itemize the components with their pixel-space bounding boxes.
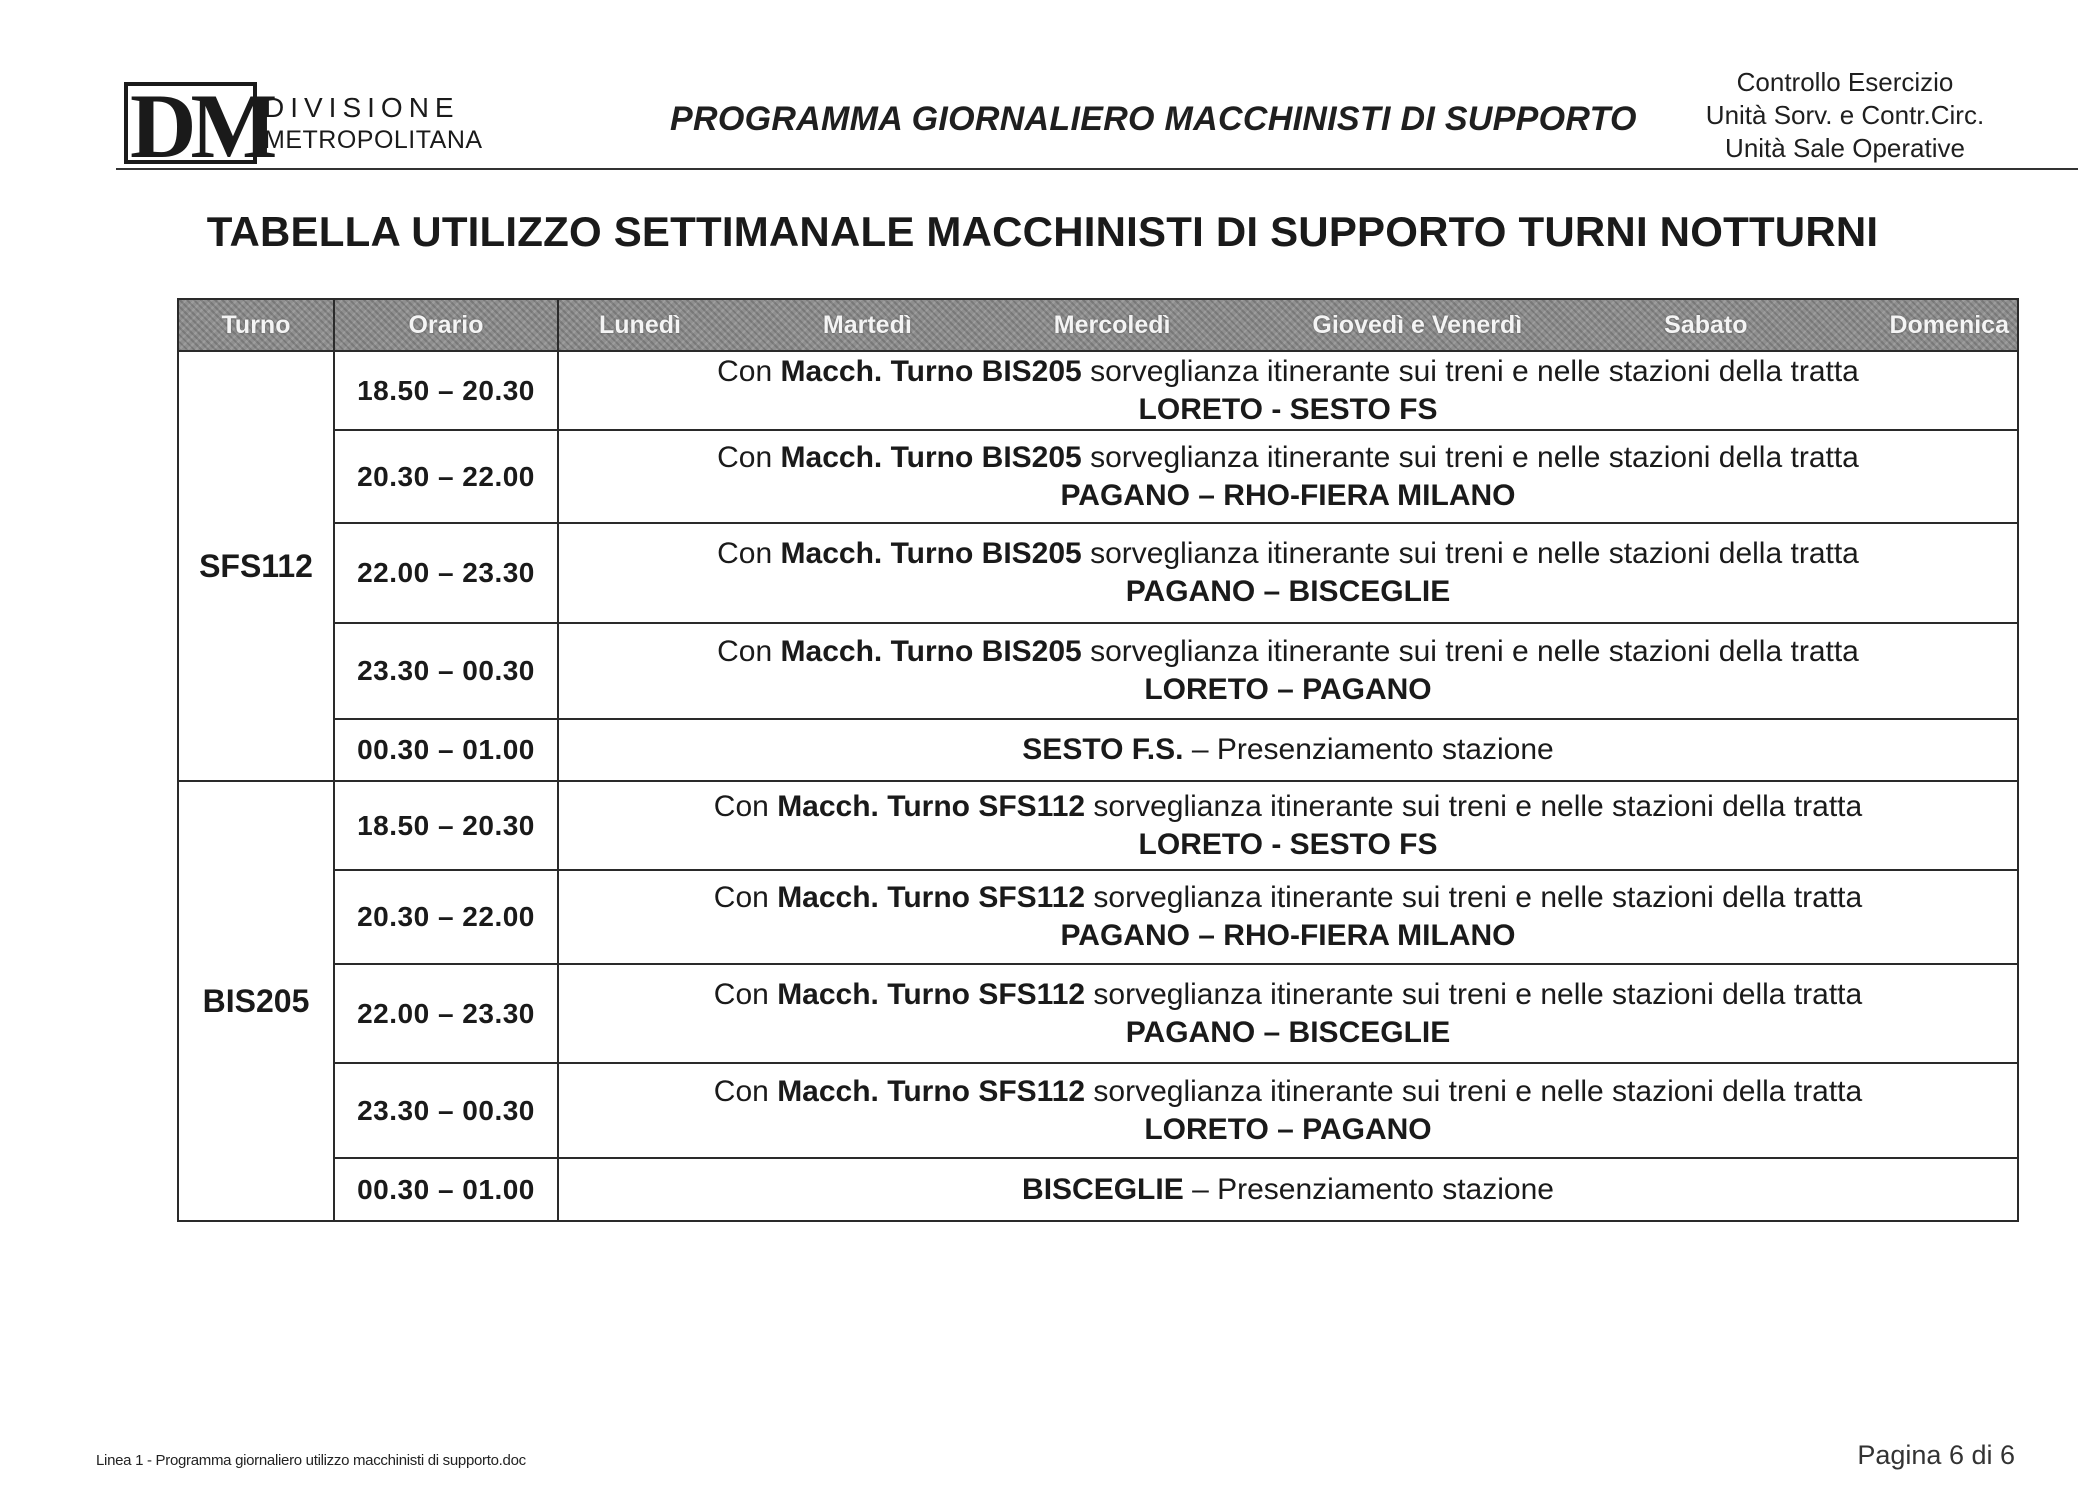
surveillance-text: sorveglianza itinerante sui treni e nelle stazioni della tratta (1093, 1074, 1863, 1108)
route-segment: LORETO – PAGANO (1144, 1112, 1432, 1146)
activity-cell (558, 964, 2018, 1063)
con-text: Con (717, 635, 773, 668)
route-segment: PAGANO – RHO-FIERA MILANO (1060, 919, 1516, 952)
con-text: Con (713, 789, 769, 823)
header-day: Domenica (1889, 310, 2009, 339)
activity-cell (558, 1158, 2018, 1221)
macch-turno-label: Macch. Turno (777, 1074, 970, 1108)
header-day: Mercoledì (1053, 310, 1171, 339)
table-row (178, 781, 2018, 870)
logo-line-1: DIVISIONE (264, 92, 460, 123)
surveillance-text: sorveglianza itinerante sui treni e nelle stazioni della tratta (1090, 354, 1859, 388)
macch-turno-label: Macch. Turno (780, 635, 974, 668)
surveillance-line (559, 353, 2017, 391)
activity-cell (558, 1063, 2018, 1158)
macch-turno-code: BIS205 (981, 635, 1082, 668)
surveillance-text: sorveglianza itinerante sui treni e nelle stazioni della tratta (1090, 440, 1859, 474)
macch-turno-code: BIS205 (981, 440, 1082, 474)
orario-cell: 22.00 – 23.30 (334, 523, 558, 623)
department-block (1635, 66, 2055, 165)
orario-cell: 20.30 – 22.00 (334, 870, 558, 964)
header-day: Lunedì (599, 310, 681, 339)
surveillance-line (559, 535, 2017, 573)
route-segment: PAGANO – RHO-FIERA MILANO (1060, 478, 1516, 512)
macch-turno-code: BIS205 (981, 537, 1082, 570)
table-row (178, 623, 2018, 719)
table-header-row (178, 299, 2018, 351)
surveillance-text: sorveglianza itinerante sui treni e nelle stazioni della tratta (1090, 635, 1859, 668)
table-row (178, 430, 2018, 523)
surveillance-line (559, 788, 2017, 826)
macch-turno-label: Macch. Turno (780, 537, 974, 570)
con-text: Con (717, 354, 773, 388)
document-title: PROGRAMMA GIORNALIERO MACCHINISTI DI SUPPORTO (670, 100, 1637, 138)
header-turno: Turno (178, 299, 334, 351)
macch-turno-label: Macch. Turno (777, 789, 970, 823)
macch-turno-code: SFS112 (978, 789, 1086, 823)
table-row (178, 964, 2018, 1063)
table-row (178, 870, 2018, 964)
route-segment: PAGANO – BISCEGLIE (1125, 1015, 1451, 1049)
orario-cell: 20.30 – 22.00 (334, 430, 558, 523)
macch-turno-code: SFS112 (978, 881, 1086, 914)
header-day: Martedì (822, 310, 912, 339)
orario-cell: 18.50 – 20.30 (334, 781, 558, 870)
schedule-table (177, 298, 2019, 1222)
department-line: Controllo Esercizio (1736, 67, 1954, 97)
con-text: Con (713, 1074, 769, 1108)
surveillance-line (559, 879, 2017, 917)
activity-cell (558, 781, 2018, 870)
orario-cell: 23.30 – 00.30 (334, 1063, 558, 1158)
orario-cell: 23.30 – 00.30 (334, 623, 558, 719)
activity-cell (558, 623, 2018, 719)
page-number: Pagina 6 di 6 (1857, 1440, 2015, 1470)
station-name: BISCEGLIE (1022, 1172, 1184, 1206)
macch-turno-code: BIS205 (981, 354, 1082, 388)
route-segment: PAGANO – BISCEGLIE (1125, 575, 1451, 608)
surveillance-line (559, 633, 2017, 671)
surveillance-text: sorveglianza itinerante sui treni e nelle stazioni della tratta (1093, 789, 1863, 823)
surveillance-line (559, 976, 2017, 1014)
station-name: SESTO F.S. (1022, 733, 1184, 766)
header-days (558, 299, 2018, 351)
presenziamento-text: – Presenziamento stazione (1191, 733, 1554, 766)
schedule-body (178, 351, 2018, 1221)
macch-turno-code: SFS112 (978, 977, 1086, 1011)
route-segment: LORETO - SESTO FS (1138, 827, 1438, 861)
header-day: Sabato (1664, 310, 1748, 339)
table-row (178, 351, 2018, 430)
con-text: Con (713, 881, 769, 914)
footer-filename: Linea 1 - Programma giornaliero utilizzo macchinisti di supporto.doc (96, 1452, 526, 1469)
turno-cell: SFS112 (178, 351, 334, 781)
header-orario: Orario (334, 299, 558, 351)
surveillance-text: sorveglianza itinerante sui treni e nelle stazioni della tratta (1090, 537, 1859, 570)
orario-cell: 00.30 – 01.00 (334, 719, 558, 781)
surveillance-line (559, 1073, 2017, 1111)
con-text: Con (717, 440, 773, 474)
macch-turno-label: Macch. Turno (777, 881, 970, 914)
activity-cell (558, 870, 2018, 964)
orario-cell: 00.30 – 01.00 (334, 1158, 558, 1221)
department-line: Unità Sale Operative (1725, 133, 1965, 163)
orario-cell: 18.50 – 20.30 (334, 351, 558, 430)
logo-mark (124, 75, 272, 177)
con-text: Con (717, 537, 773, 570)
macch-turno-label: Macch. Turno (780, 354, 974, 388)
activity-cell (558, 719, 2018, 781)
surveillance-line (559, 439, 2017, 477)
macch-turno-label: Macch. Turno (780, 440, 974, 474)
surveillance-text: sorveglianza itinerante sui treni e nelle stazioni della tratta (1093, 881, 1863, 914)
activity-cell (558, 523, 2018, 623)
page-title: TABELLA UTILIZZO SETTIMANALE MACCHINISTI DI SUPPORTO TURNI NOTTURNI (206, 208, 1879, 255)
activity-cell (558, 430, 2018, 523)
division-logo (124, 75, 484, 177)
orario-cell: 22.00 – 23.30 (334, 964, 558, 1063)
con-text: Con (713, 977, 769, 1011)
route-segment: LORETO - SESTO FS (1138, 392, 1438, 426)
macch-turno-label: Macch. Turno (777, 977, 970, 1011)
presenziamento-text: – Presenziamento stazione (1192, 1172, 1554, 1206)
header-divider (116, 168, 2078, 170)
logo-letters: DM (130, 75, 272, 177)
turno-cell: BIS205 (178, 781, 334, 1221)
department-line: Unità Sorv. e Contr.Circ. (1705, 100, 1985, 130)
table-row (178, 1063, 2018, 1158)
table-row (178, 719, 2018, 781)
route-segment: LORETO – PAGANO (1144, 673, 1432, 706)
activity-cell (558, 351, 2018, 430)
macch-turno-code: SFS112 (978, 1074, 1086, 1108)
surveillance-text: sorveglianza itinerante sui treni e nelle stazioni della tratta (1093, 977, 1863, 1011)
table-row (178, 1158, 2018, 1221)
logo-line-2: METROPOLITANA (264, 126, 483, 154)
table-row (178, 523, 2018, 623)
header-day: Giovedì e Venerdì (1312, 310, 1523, 339)
